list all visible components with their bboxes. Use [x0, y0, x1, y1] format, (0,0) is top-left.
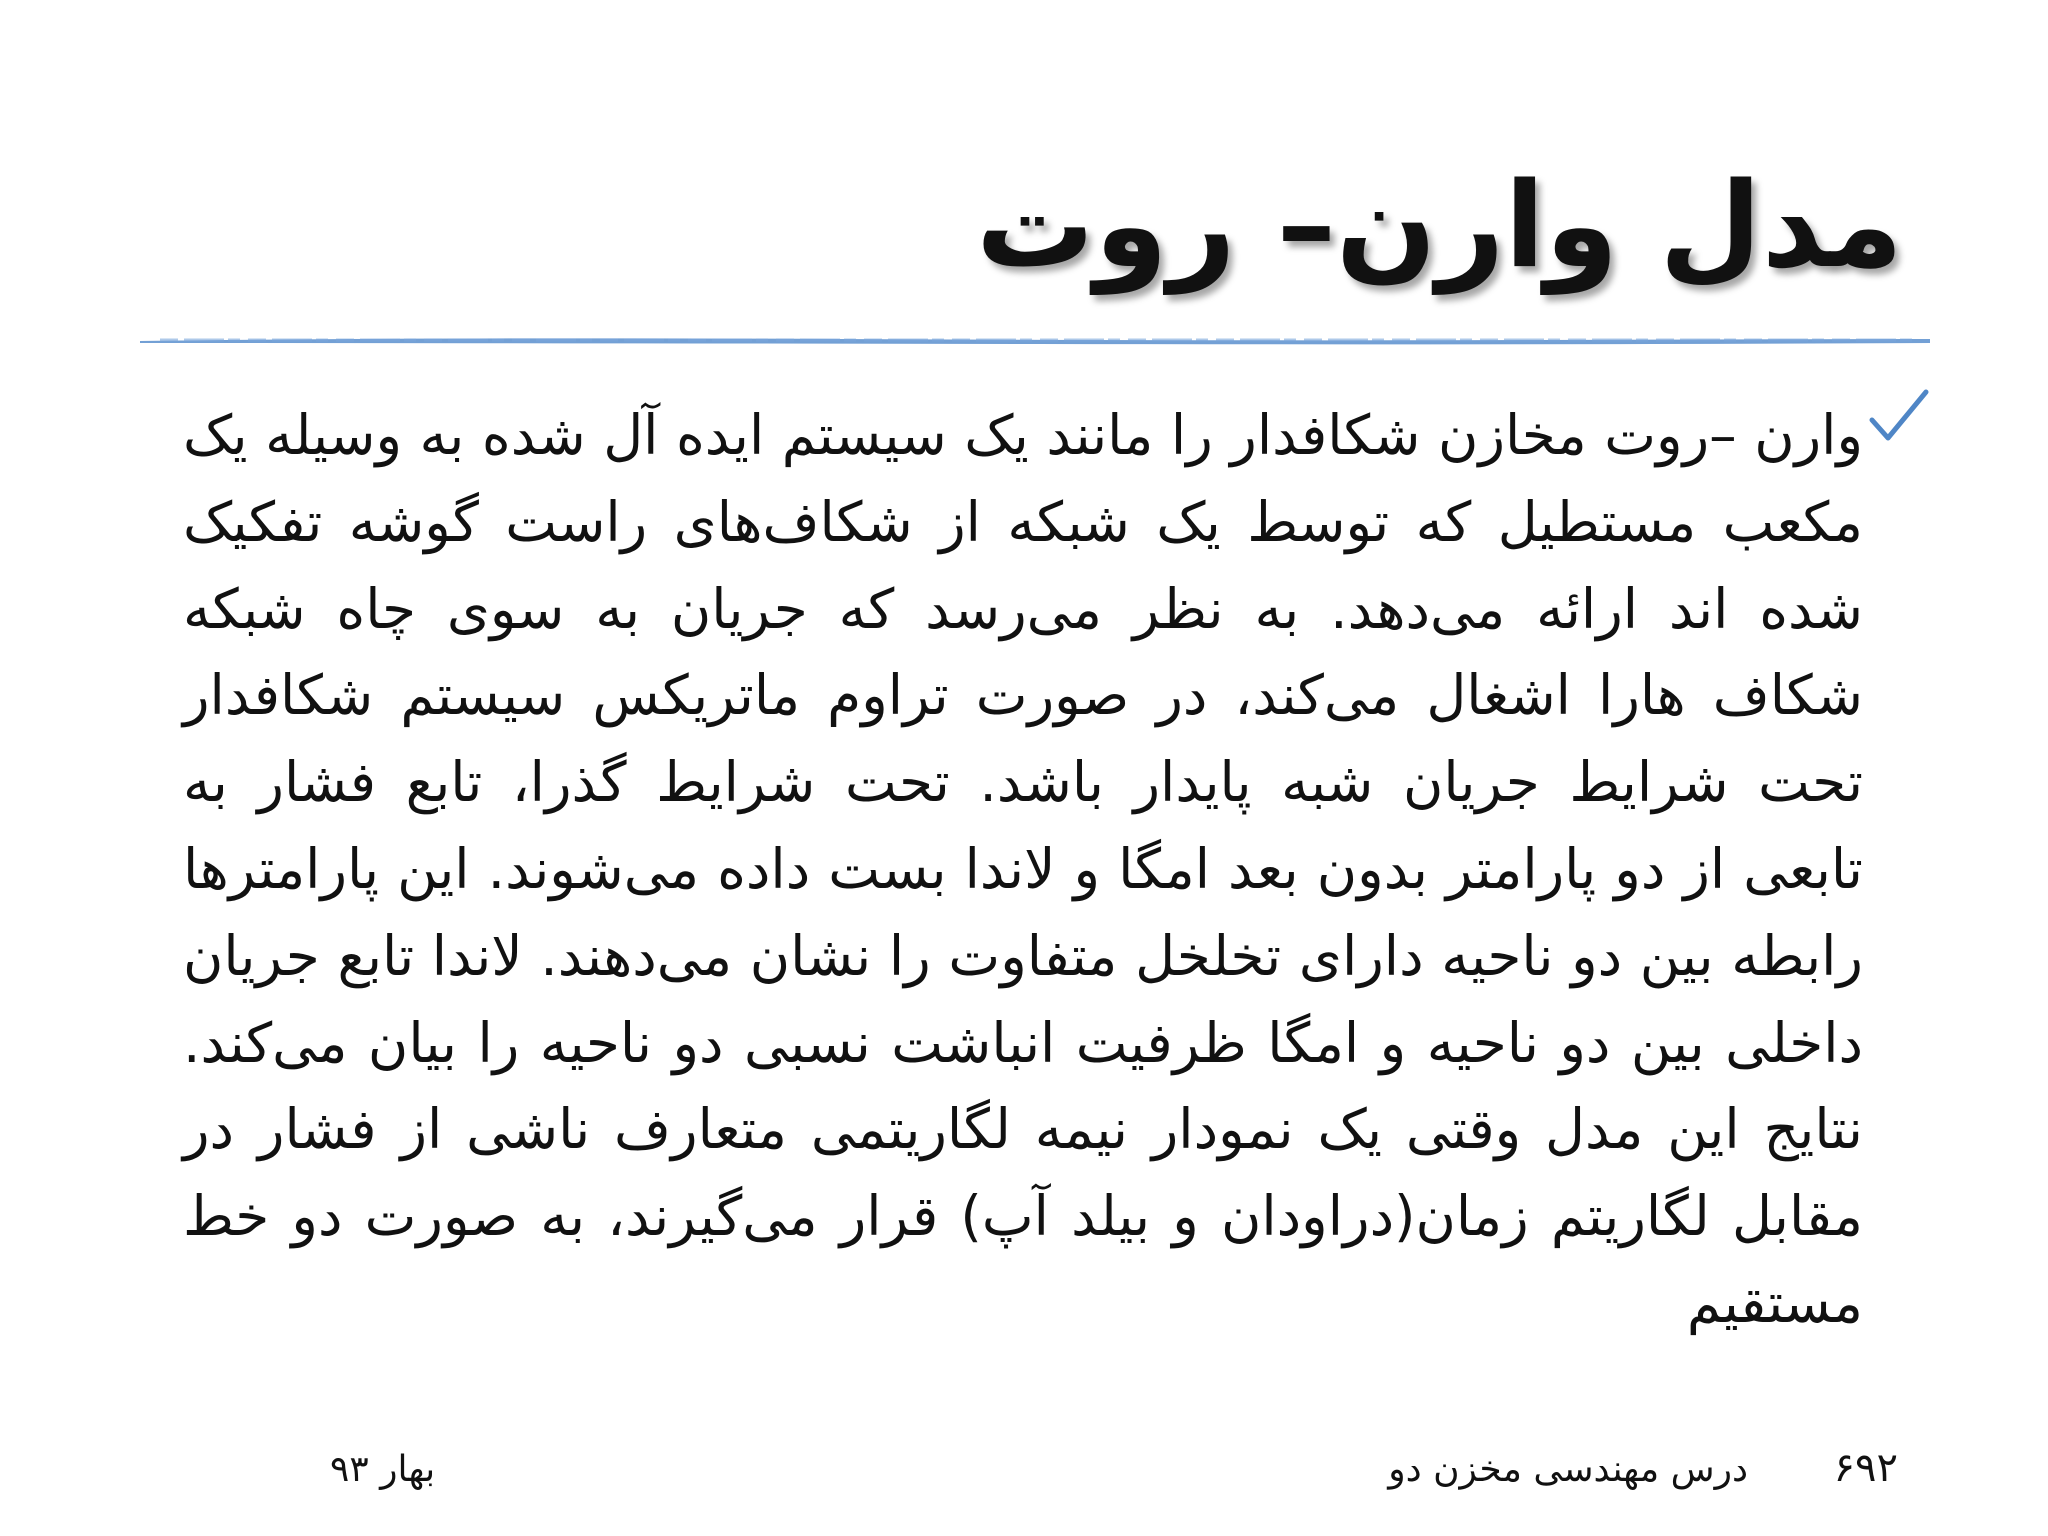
check-mark-icon: [1866, 386, 1930, 450]
title-divider: [140, 332, 1930, 348]
body-text: وارن –روت مخازن شکافدار را مانند یک سیستم ایده آل شده به وسیله یک مکعب مستطیل که توسط یک شبکه از شکاف‌های راست گوشه تفکیک شده اند ارائه می‌دهد. به نظر می‌رسد که جریان به سوی چاه شبکه شکاف هارا اشغال می‌کند، در صورت تراوم ماتریکس سیستم شکافدار تحت شرایط جریان شبه پایدار باشد. تحت شرایط گذرا، تابع فشار به تابعی از دو پارامتر بدون بعد امگا و لاندا بست داده می‌شوند. این پارامترها رابطه بین دو ناحیه دارای تخلخل متفاوت را نشان می‌دهند. لاندا تابع جریان داخلی بین دو ناحیه و امگا ظرفیت انباشت نسبی دو ناحیه را بیان می‌کند. نتایج این مدل وقتی یک نمودار نیمه لگاریتمی متعارف ناشی از فشار در مقابل لگاریتم زمان(دراودان و بیلد آپ) قرار می‌گیرند، به صورت دو خط مستقیم: [183, 403, 1863, 1335]
term-label: بهار ۹۳: [330, 1449, 436, 1490]
slide-number: ۶۹۲: [1833, 1445, 1898, 1491]
course-name: درس مهندسی مخزن دو: [1388, 1449, 1748, 1490]
slide-title: مدل وارن– روت: [975, 156, 1903, 294]
